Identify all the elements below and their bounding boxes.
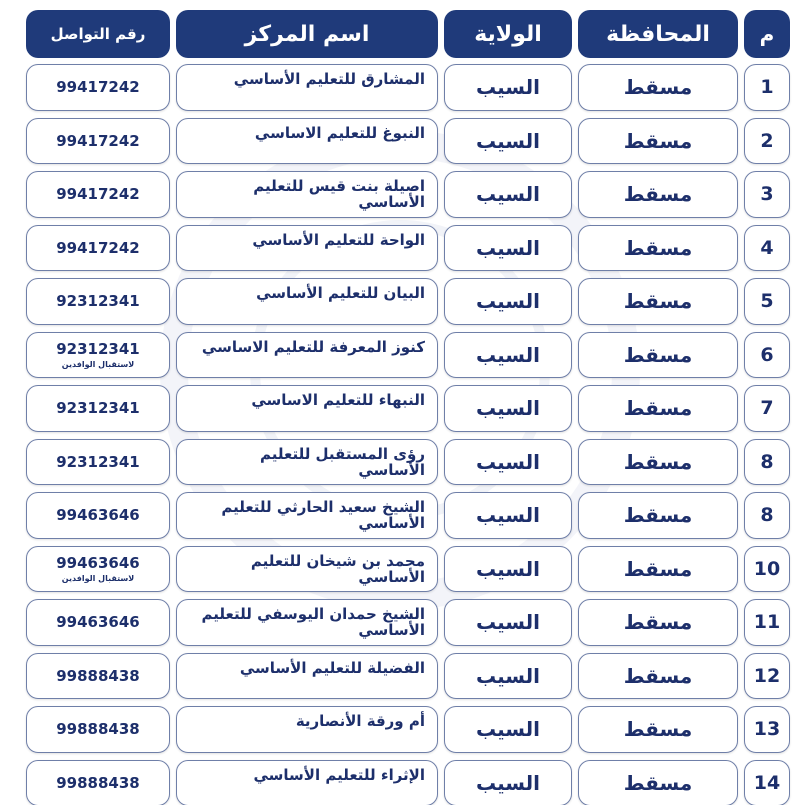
row-center-name: البيان للتعليم الأساسي	[176, 278, 438, 325]
row-center-name: الشيخ حمدان اليوسفي للتعليم الأساسي	[176, 599, 438, 646]
row-governorate: مسقط	[578, 332, 738, 379]
row-wilayat: السيب	[444, 225, 572, 272]
row-number: 4	[744, 225, 790, 272]
table-row	[26, 64, 790, 111]
row-contact	[26, 653, 170, 700]
row-wilayat: السيب	[444, 385, 572, 432]
row-wilayat: السيب	[444, 171, 572, 218]
row-center-name: الواحة للتعليم الأساسي	[176, 225, 438, 272]
row-wilayat: السيب	[444, 278, 572, 325]
row-phone-number: 92312341	[56, 452, 140, 471]
table-row	[26, 599, 790, 646]
row-wilayat: السيب	[444, 599, 572, 646]
row-phone-number: 99417242	[56, 131, 140, 150]
row-governorate: مسقط	[578, 278, 738, 325]
row-wilayat: السيب	[444, 439, 572, 486]
table-row	[26, 385, 790, 432]
row-phone-number: 92312341	[56, 340, 140, 359]
row-center-name: النبوغ للتعليم الاساسي	[176, 118, 438, 165]
row-number: 8	[744, 439, 790, 486]
row-phone-number: 99417242	[56, 238, 140, 257]
row-wilayat: السيب	[444, 760, 572, 805]
row-center-name: النبهاء للتعليم الاساسي	[176, 385, 438, 432]
row-center-name: رؤى المستقبل للتعليم الأساسي	[176, 439, 438, 486]
row-governorate: مسقط	[578, 439, 738, 486]
row-center-name: اصيلة بنت قيس للتعليم الأساسي	[176, 171, 438, 218]
row-number: 5	[744, 278, 790, 325]
row-number: 12	[744, 653, 790, 700]
row-number: 2	[744, 118, 790, 165]
row-contact	[26, 706, 170, 753]
row-phone-number: 99888438	[56, 720, 140, 739]
row-phone-note: لاستقبال الوافدين	[61, 574, 135, 584]
row-wilayat: السيب	[444, 64, 572, 111]
row-number: 8	[744, 492, 790, 539]
row-center-name: أم ورقة الأنصارية	[176, 706, 438, 753]
table-row	[26, 332, 790, 379]
row-center-name: الفضيلة للتعليم الأساسي	[176, 653, 438, 700]
row-center-name: المشارق للتعليم الأساسي	[176, 64, 438, 111]
row-center-name: محمد بن شيخان للتعليم الأساسي	[176, 546, 438, 593]
table-row	[26, 171, 790, 218]
row-phone-number: 99417242	[56, 185, 140, 204]
row-wilayat: السيب	[444, 653, 572, 700]
row-phone-number: 99463646	[56, 506, 140, 525]
row-phone-number: 99888438	[56, 666, 140, 685]
row-contact	[26, 171, 170, 218]
row-governorate: مسقط	[578, 599, 738, 646]
table-row	[26, 760, 790, 805]
row-governorate: مسقط	[578, 64, 738, 111]
table-row	[26, 278, 790, 325]
table-row	[26, 118, 790, 165]
row-governorate: مسقط	[578, 225, 738, 272]
row-number: 7	[744, 385, 790, 432]
row-phone-number: 92312341	[56, 399, 140, 418]
row-number: 1	[744, 64, 790, 111]
row-wilayat: السيب	[444, 546, 572, 593]
row-center-name: الشيخ سعيد الحارثي للتعليم الأساسي	[176, 492, 438, 539]
table-row	[26, 439, 790, 486]
row-phone-number: 99417242	[56, 78, 140, 97]
row-number: 6	[744, 332, 790, 379]
row-contact	[26, 332, 170, 379]
row-contact	[26, 599, 170, 646]
row-governorate: مسقط	[578, 546, 738, 593]
row-center-name: الإثراء للتعليم الأساسي	[176, 760, 438, 805]
row-phone-number: 99463646	[56, 613, 140, 632]
table-row	[26, 706, 790, 753]
table-row	[26, 653, 790, 700]
row-contact	[26, 546, 170, 593]
row-phone-number: 92312341	[56, 292, 140, 311]
row-wilayat: السيب	[444, 332, 572, 379]
row-wilayat: السيب	[444, 118, 572, 165]
row-contact	[26, 385, 170, 432]
row-wilayat: السيب	[444, 706, 572, 753]
header-center-name: اسم المركز	[176, 10, 438, 58]
row-number: 10	[744, 546, 790, 593]
row-contact	[26, 225, 170, 272]
row-governorate: مسقط	[578, 171, 738, 218]
header-governorate: المحافظة	[578, 10, 738, 58]
row-center-name: كنوز المعرفة للتعليم الاساسي	[176, 332, 438, 379]
row-governorate: مسقط	[578, 385, 738, 432]
row-wilayat: السيب	[444, 492, 572, 539]
table-row	[26, 546, 790, 593]
row-number: 14	[744, 760, 790, 805]
table-row	[26, 225, 790, 272]
header-number: م	[744, 10, 790, 58]
centers-table	[26, 10, 790, 805]
row-phone-number: 99888438	[56, 773, 140, 792]
table-header-row	[26, 10, 790, 58]
table-body	[26, 64, 790, 805]
row-number: 11	[744, 599, 790, 646]
row-contact	[26, 64, 170, 111]
row-contact	[26, 118, 170, 165]
row-governorate: مسقط	[578, 653, 738, 700]
header-wilayat: الولاية	[444, 10, 572, 58]
row-governorate: مسقط	[578, 492, 738, 539]
row-governorate: مسقط	[578, 706, 738, 753]
table-row	[26, 492, 790, 539]
row-contact	[26, 278, 170, 325]
row-governorate: مسقط	[578, 760, 738, 805]
row-number: 3	[744, 171, 790, 218]
row-governorate: مسقط	[578, 118, 738, 165]
header-contact-number: رقم التواصل	[26, 10, 170, 58]
row-contact	[26, 492, 170, 539]
row-phone-number: 99463646	[56, 554, 140, 573]
row-contact	[26, 760, 170, 805]
row-number: 13	[744, 706, 790, 753]
row-phone-note: لاستقبال الوافدين	[61, 360, 135, 370]
row-contact	[26, 439, 170, 486]
